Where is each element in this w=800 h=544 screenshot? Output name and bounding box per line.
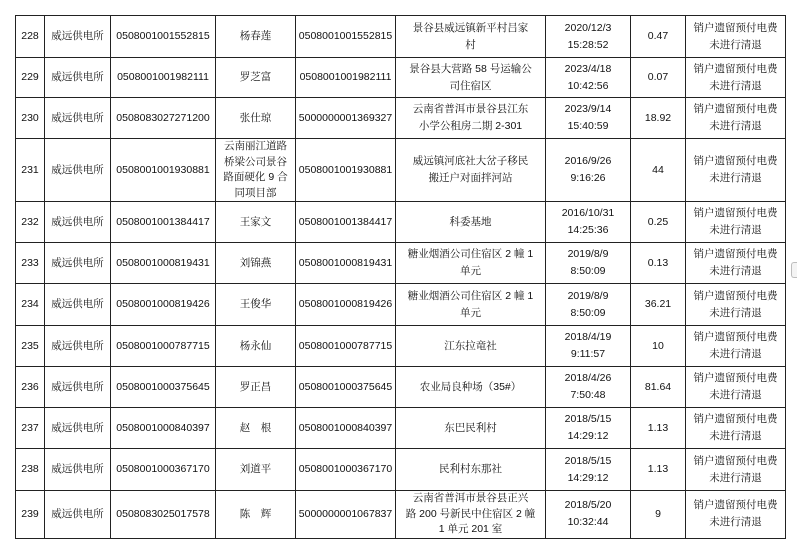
- status-cell: 销户遗留预付电费 未进行清退: [686, 491, 786, 539]
- power-office-cell: 威远供电所: [45, 16, 111, 58]
- customer-name-cell: 罗正昌: [216, 367, 296, 408]
- status-cell: 销户遗留预付电费 未进行清退: [686, 408, 786, 449]
- account-number-cell: 0508001001930881: [111, 139, 216, 202]
- datetime-cell: 2023/9/14 15:40:59: [546, 98, 631, 139]
- account-number-cell: 0508083025017578: [111, 491, 216, 539]
- table-row: [16, 98, 786, 139]
- amount-cell: 0.25: [631, 202, 686, 243]
- status-cell: 销户遗留预付电费 未进行清退: [686, 367, 786, 408]
- meter-number-cell: 5000000001369327: [296, 98, 396, 139]
- row-number-cell: 238: [16, 449, 45, 491]
- row-number-cell: 236: [16, 367, 45, 408]
- status-cell: 销户遗留预付电费 未进行清退: [686, 243, 786, 284]
- customer-name-cell: 刘道平: [216, 449, 296, 491]
- power-office-cell: 威远供电所: [45, 58, 111, 98]
- address-cell: 东巴民利村: [396, 408, 546, 449]
- datetime-cell: 2018/5/15 14:29:12: [546, 408, 631, 449]
- customer-name-cell: 云南丽江道路 桥梁公司景谷 路面硬化 9 合 同项目部: [216, 139, 296, 202]
- power-office-cell: 威远供电所: [45, 449, 111, 491]
- meter-number-cell: 0508001001930881: [296, 139, 396, 202]
- power-office-cell: 威远供电所: [45, 408, 111, 449]
- amount-cell: 44: [631, 139, 686, 202]
- power-office-cell: 威远供电所: [45, 243, 111, 284]
- account-number-cell: 0508001001552815: [111, 16, 216, 58]
- address-cell: 威远镇河底社大岔子移民 搬迁户对面拌河站: [396, 139, 546, 202]
- datetime-cell: 2018/5/20 10:32:44: [546, 491, 631, 539]
- meter-number-cell: 0508001001384417: [296, 202, 396, 243]
- table-row: [16, 284, 786, 326]
- table-row: [16, 16, 786, 58]
- meter-number-cell: 0508001000819426: [296, 284, 396, 326]
- meter-number-cell: 5000000001067837: [296, 491, 396, 539]
- customer-name-cell: 刘锦燕: [216, 243, 296, 284]
- power-office-cell: 威远供电所: [45, 139, 111, 202]
- account-number-cell: 0508001001982111: [111, 58, 216, 98]
- meter-number-cell: 0508001001552815: [296, 16, 396, 58]
- meter-number-cell: 0508001000367170: [296, 449, 396, 491]
- table-row: [16, 491, 786, 539]
- row-number-cell: 231: [16, 139, 45, 202]
- datetime-cell: 2018/4/19 9:11:57: [546, 326, 631, 367]
- amount-cell: 0.47: [631, 16, 686, 58]
- amount-cell: 1.13: [631, 408, 686, 449]
- amount-cell: 1.13: [631, 449, 686, 491]
- table-row: [16, 243, 786, 284]
- status-cell: 销户遗留预付电费 未进行清退: [686, 326, 786, 367]
- table-row: [16, 367, 786, 408]
- account-number-cell: 0508001001384417: [111, 202, 216, 243]
- power-office-cell: 威远供电所: [45, 98, 111, 139]
- row-number-cell: 234: [16, 284, 45, 326]
- datetime-cell: 2016/9/26 9:16:26: [546, 139, 631, 202]
- meter-number-cell: 0508001000819431: [296, 243, 396, 284]
- status-cell: 销户遗留预付电费 未进行清退: [686, 58, 786, 98]
- address-cell: 糖业烟酒公司住宿区 2 幢 1 单元: [396, 243, 546, 284]
- status-cell: 销户遗留预付电费 未进行清退: [686, 16, 786, 58]
- customer-name-cell: 罗芝富: [216, 58, 296, 98]
- address-cell: 民利村东那社: [396, 449, 546, 491]
- account-number-cell: 0508001000819426: [111, 284, 216, 326]
- datetime-cell: 2016/10/31 14:25:36: [546, 202, 631, 243]
- meter-number-cell: 0508001001982111: [296, 58, 396, 98]
- address-cell: 云南省普洱市景谷县江东 小学公租房二期 2-301: [396, 98, 546, 139]
- row-number-cell: 239: [16, 491, 45, 539]
- status-cell: 销户遗留预付电费 未进行清退: [686, 202, 786, 243]
- customer-name-cell: 王俊华: [216, 284, 296, 326]
- customer-name-cell: 王家文: [216, 202, 296, 243]
- row-number-cell: 235: [16, 326, 45, 367]
- amount-cell: 18.92: [631, 98, 686, 139]
- account-number-cell: 0508001000819431: [111, 243, 216, 284]
- power-office-cell: 威远供电所: [45, 284, 111, 326]
- table-row: [16, 58, 786, 98]
- address-cell: 云南省普洱市景谷县正兴 路 200 号新民中住宿区 2 幢 1 单元 201 室: [396, 491, 546, 539]
- account-number-cell: 0508001000840397: [111, 408, 216, 449]
- customer-name-cell: 赵 根: [216, 408, 296, 449]
- address-cell: 糖业烟酒公司住宿区 2 幢 1 单元: [396, 284, 546, 326]
- amount-cell: 10: [631, 326, 686, 367]
- customer-name-cell: 张仕琼: [216, 98, 296, 139]
- amount-cell: 81.64: [631, 367, 686, 408]
- amount-cell: 9: [631, 491, 686, 539]
- table-row: [16, 139, 786, 202]
- power-office-cell: 威远供电所: [45, 326, 111, 367]
- status-cell: 销户遗留预付电费 未进行清退: [686, 284, 786, 326]
- row-number-cell: 232: [16, 202, 45, 243]
- row-number-cell: 233: [16, 243, 45, 284]
- table-row: [16, 202, 786, 243]
- meter-number-cell: 0508001000375645: [296, 367, 396, 408]
- address-cell: 江东拉竜社: [396, 326, 546, 367]
- row-number-cell: 230: [16, 98, 45, 139]
- power-office-cell: 威远供电所: [45, 367, 111, 408]
- status-cell: 销户遗留预付电费 未进行清退: [686, 98, 786, 139]
- datetime-cell: 2019/8/9 8:50:09: [546, 284, 631, 326]
- address-cell: 景谷县威远镇新平村吕家 村: [396, 16, 546, 58]
- table-row: [16, 408, 786, 449]
- account-number-cell: 0508001000787715: [111, 326, 216, 367]
- customer-name-cell: 陈 辉: [216, 491, 296, 539]
- records-table-body: [16, 16, 786, 539]
- datetime-cell: 2018/4/26 7:50:48: [546, 367, 631, 408]
- amount-cell: 0.13: [631, 243, 686, 284]
- table-row: [16, 449, 786, 491]
- row-number-cell: 229: [16, 58, 45, 98]
- address-cell: 农业局良种场（35#）: [396, 367, 546, 408]
- customer-name-cell: 杨永仙: [216, 326, 296, 367]
- meter-number-cell: 0508001000787715: [296, 326, 396, 367]
- power-office-cell: 威远供电所: [45, 491, 111, 539]
- meter-number-cell: 0508001000840397: [296, 408, 396, 449]
- datetime-cell: 2023/4/18 10:42:56: [546, 58, 631, 98]
- address-cell: 景谷县大营路 58 号运输公 司住宿区: [396, 58, 546, 98]
- amount-cell: 36.21: [631, 284, 686, 326]
- status-cell: 销户遗留预付电费 未进行清退: [686, 139, 786, 202]
- datetime-cell: 2019/8/9 8:50:09: [546, 243, 631, 284]
- datetime-cell: 2020/12/3 15:28:52: [546, 16, 631, 58]
- power-office-cell: 威远供电所: [45, 202, 111, 243]
- account-number-cell: 0508001000375645: [111, 367, 216, 408]
- status-cell: 销户遗留预付电费 未进行清退: [686, 449, 786, 491]
- table-row: [16, 326, 786, 367]
- amount-cell: 0.07: [631, 58, 686, 98]
- address-cell: 科委基地: [396, 202, 546, 243]
- datetime-cell: 2018/5/15 14:29:12: [546, 449, 631, 491]
- row-number-cell: 237: [16, 408, 45, 449]
- customer-name-cell: 杨春莲: [216, 16, 296, 58]
- records-table: [15, 15, 786, 539]
- row-number-cell: 228: [16, 16, 45, 58]
- page-edge-marker: [791, 262, 797, 278]
- account-number-cell: 0508083027271200: [111, 98, 216, 139]
- account-number-cell: 0508001000367170: [111, 449, 216, 491]
